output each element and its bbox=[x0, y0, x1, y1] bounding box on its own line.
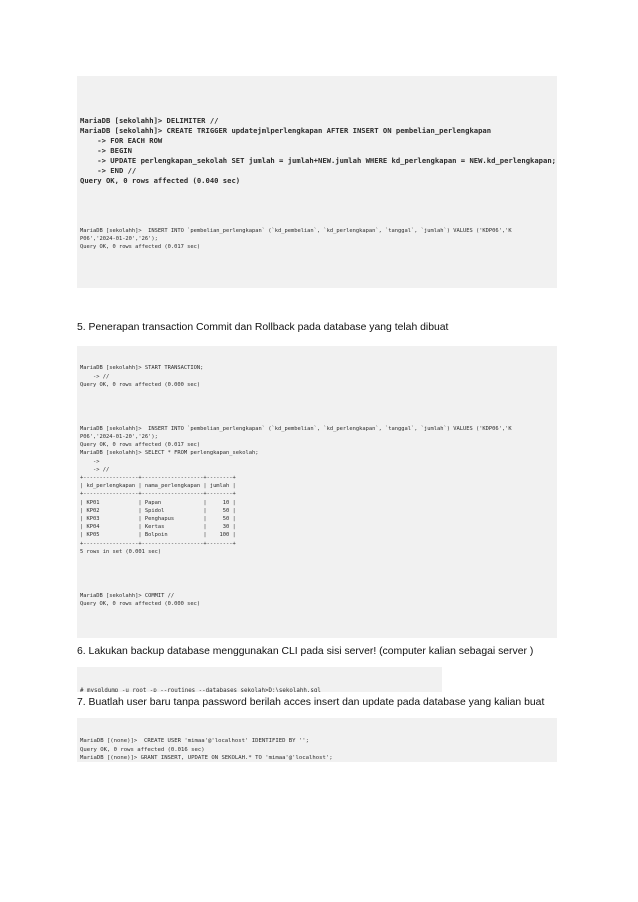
terminal-line: | KP05 | Bolpoin | 100 | bbox=[80, 532, 236, 539]
terminal-line: Query OK, 0 rows affected (0.000 sec) bbox=[80, 381, 201, 388]
create-user-commands bbox=[80, 737, 554, 762]
terminal-screenshot-transaction bbox=[77, 346, 557, 638]
terminal-line: +-----------------+-------------------+--------+ bbox=[80, 491, 236, 498]
terminal-screenshot-trigger bbox=[77, 76, 557, 288]
terminal-line: MariaDB [sekolahh]> DELIMITER // bbox=[80, 116, 219, 125]
terminal-line: | KP01 | Papan | 10 | bbox=[80, 499, 236, 506]
terminal-line: | KP03 | Penghapus | 50 | bbox=[80, 516, 236, 523]
terminal-line: Query OK, 0 rows affected (0.000 sec) bbox=[80, 601, 201, 608]
terminal-line: MariaDB [sekolahh]> START TRANSACTION; bbox=[80, 365, 204, 372]
terminal-line: -> UPDATE perlengkapan_sekolah SET jumlah = jumlah+NEW.jumlah WHERE kd_perlengkapan = NEW.kd_perlengkapan; bbox=[80, 156, 556, 165]
terminal-line: MariaDB [sekolahh]> SELECT * FROM perlengkapan_sekolah; bbox=[80, 450, 259, 457]
terminal-line: -> BEGIN bbox=[80, 146, 132, 155]
terminal-line: MariaDB [sekolahh]> INSERT INTO `pembelian_perlengkapan` (`kd_pembelian`, `kd_perlengkapan`, `tanggal`, `jumlah`) VALUES ('KDP06','K bbox=[80, 228, 512, 234]
terminal-line: Query OK, 0 rows affected (0.040 sec) bbox=[80, 176, 241, 185]
terminal-line: MariaDB [sekolahh]> CREATE TRIGGER updatejmlperlengkapan AFTER INSERT ON pembelian_perlengkapan bbox=[80, 126, 492, 135]
terminal-line: +-----------------+-------------------+--------+ bbox=[80, 475, 236, 482]
terminal-line: -> END // bbox=[80, 166, 137, 175]
terminal-line: Query OK, 0 rows affected (0.016 sec) bbox=[80, 746, 205, 753]
terminal-line: MariaDB [(none)]> GRANT INSERT, UPDATE ON SEKOLAH.* TO 'mimaa'@'localhost'; bbox=[80, 755, 333, 762]
terminal-line: Query OK, 0 rows affected (0.017 sec) bbox=[80, 442, 201, 449]
terminal-line: -> FOR EACH ROW bbox=[80, 136, 163, 145]
terminal-line: MariaDB [sekolahh]> COMMIT // bbox=[80, 592, 175, 599]
block-insert-select bbox=[80, 425, 554, 556]
terminal-line: +-----------------+-------------------+--------+ bbox=[80, 540, 236, 547]
terminal-line: P06','2024-01-20','26'); bbox=[80, 236, 158, 242]
backup-commands bbox=[80, 687, 439, 692]
terminal-screenshot-create-user bbox=[77, 718, 557, 762]
block-commit bbox=[80, 592, 554, 608]
terminal-line: MariaDB [(none)]> CREATE USER 'mimaa'@'localhost' IDENTIFIED BY ''; bbox=[80, 738, 310, 745]
terminal-line: -> // bbox=[80, 466, 110, 473]
caption-step-6: 6. Lakukan backup database menggunakan CLI pada sisi server! (computer kalian sebagai server ) bbox=[77, 646, 534, 657]
terminal-line: | KP02 | Spidol | 50 | bbox=[80, 507, 236, 514]
caption-step-5: 5. Penerapan transaction Commit dan Rollback pada database yang telah dibuat bbox=[77, 322, 449, 333]
caption-step-7: 7. Buatlah user baru tanpa password berilah acces insert dan update pada database yang kalian buat bbox=[77, 697, 545, 708]
terminal-line: | KP04 | Kertas | 30 | bbox=[80, 524, 236, 531]
terminal-screenshot-backup bbox=[77, 667, 442, 692]
terminal-line: | kd_perlengkapan | nama_perlengkapan | jumlah | bbox=[80, 483, 236, 490]
terminal-line: Query OK, 0 rows affected (0.017 sec) bbox=[80, 244, 201, 250]
block-start-transaction bbox=[80, 364, 554, 389]
trigger-commands bbox=[80, 116, 554, 186]
terminal-line: 5 rows in set (0.001 sec) bbox=[80, 548, 162, 555]
insert-commands bbox=[80, 227, 554, 251]
terminal-line: -> // bbox=[80, 373, 110, 380]
terminal-line: P06','2024-01-20','26'); bbox=[80, 434, 158, 441]
terminal-line: # mysqldump -u root -p --routines --databases sekolah>D:\sekolahh.sql bbox=[80, 688, 321, 692]
terminal-line: -> bbox=[80, 458, 100, 465]
terminal-line: MariaDB [sekolahh]> INSERT INTO `pembelian_perlengkapan` (`kd_pembelian`, `kd_perlengkapan`, `tanggal`, `jumlah`) VALUES ('KDP06','K bbox=[80, 425, 512, 432]
